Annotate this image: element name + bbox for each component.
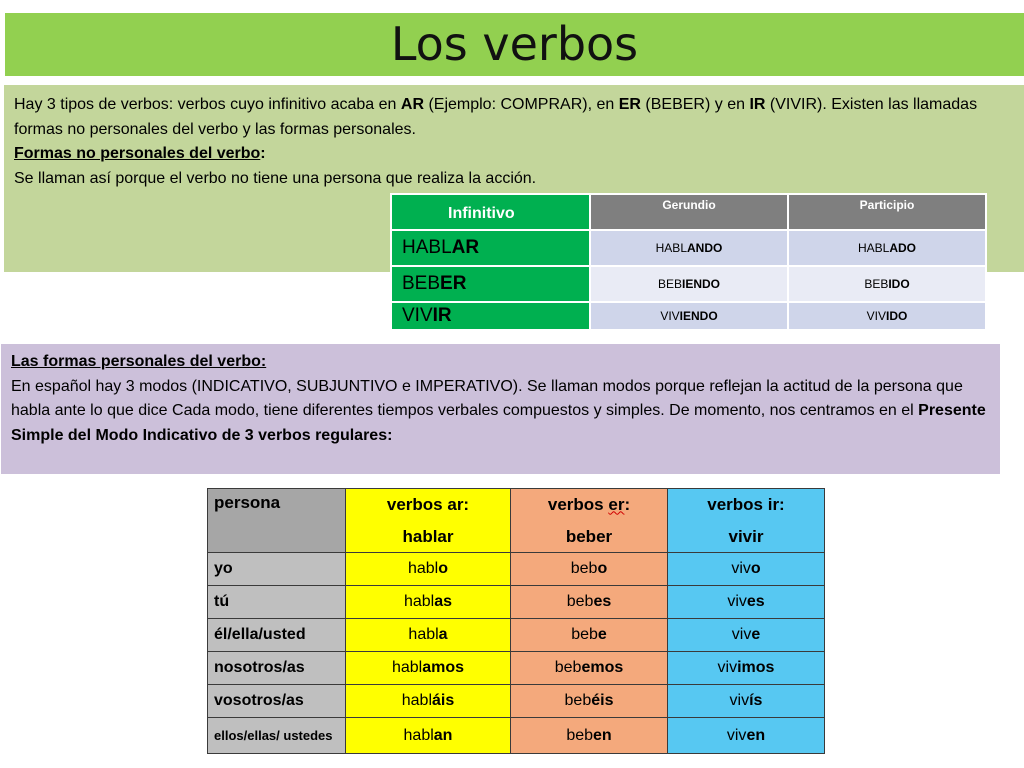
persona-cell: él/ella/usted (208, 619, 346, 652)
no-personal-forms-table (390, 193, 987, 331)
participio-cell: HABLADO (788, 230, 986, 266)
header-infinitivo: Infinitivo (391, 194, 590, 230)
er-form-cell: bebéis (511, 685, 668, 718)
ar-form-cell: hablas (346, 586, 511, 619)
table-row (208, 718, 825, 754)
table-row (391, 266, 986, 302)
header-participio: Participio (788, 194, 986, 230)
header-verbos-ir: verbos ir: vivir (668, 489, 825, 553)
participio-cell: VIVIDO (788, 302, 986, 330)
header-persona: persona (208, 489, 346, 553)
er-form-cell: bebemos (511, 652, 668, 685)
personal-heading: Las formas personales del verbo: (11, 353, 267, 370)
persona-cell: yo (208, 553, 346, 586)
intro-text-1: Hay 3 tipos de verbos: verbos cuyo infinitivo acaba en (14, 96, 401, 113)
table-header-row (208, 489, 825, 553)
gerundio-cell: BEBIENDO (590, 266, 788, 302)
infinitivo-cell: VIVIR (391, 302, 590, 330)
er-form-cell: bebes (511, 586, 668, 619)
personal-paragraph (11, 375, 990, 449)
infinitivo-cell: HABLAR (391, 230, 590, 266)
table-row (391, 230, 986, 266)
header-verbos-er: verbos er: beber (511, 489, 668, 553)
er-ending: ER (618, 96, 641, 113)
table-row (208, 685, 825, 718)
no-personal-description: Se llaman así porque el verbo no tiene una persona que realiza la acción. (14, 169, 537, 187)
page-title: Los verbos (390, 17, 639, 71)
ir-form-cell: vivís (668, 685, 825, 718)
personal-text: En español hay 3 modos (INDICATIVO, SUBJUNTIVO e IMPERATIVO). Se llaman modos porque reflejan la actitud de la persona que habla ante lo que dice Cada modo, tiene diferentes tiempos verbales compuestos y simples. De momento, nos centramos en el (11, 377, 963, 419)
header-gerundio: Gerundio (590, 194, 788, 230)
ar-form-cell: hablo (346, 553, 511, 586)
ar-form-cell: hablan (346, 718, 511, 754)
participio-cell: BEBIDO (788, 266, 986, 302)
er-form-cell: bebo (511, 553, 668, 586)
table-header-row (391, 194, 986, 230)
intro-text-2: (Ejemplo: COMPRAR), en (424, 96, 619, 113)
table-row (208, 619, 825, 652)
persona-cell: tú (208, 586, 346, 619)
ir-form-cell: vive (668, 619, 825, 652)
er-form-cell: bebe (511, 619, 668, 652)
personal-bold-text: Presente Simple del Modo Indicativo de 3 verbos regulares: (11, 402, 986, 444)
persona-cell: ellos/ellas/ ustedes (208, 718, 346, 754)
ir-ending: IR (749, 96, 766, 113)
ar-form-cell: habla (346, 619, 511, 652)
no-personal-heading-colon: : (260, 145, 266, 162)
infinitivo-cell: BEBER (391, 266, 590, 302)
intro-text-4: (VIVIR). Existen las llamadas formas no personales del verbo y las formas personales. (14, 96, 978, 138)
personal-forms-box (1, 344, 1000, 474)
conjugation-table (207, 488, 825, 754)
ir-form-cell: vivimos (668, 652, 825, 685)
intro-text-3: (BEBER) y en (640, 96, 750, 113)
intro-paragraph (14, 93, 1015, 142)
ir-form-cell: vivo (668, 553, 825, 586)
no-personal-heading-text: Formas no personales del verbo (14, 145, 261, 162)
persona-cell: nosotros/as (208, 652, 346, 685)
title-bar (5, 13, 1024, 76)
ar-form-cell: hablamos (346, 652, 511, 685)
persona-cell: vosotros/as (208, 685, 346, 718)
no-personal-heading (14, 142, 1015, 167)
ir-form-cell: vives (668, 586, 825, 619)
table-row (208, 553, 825, 586)
table-row (391, 302, 986, 330)
ar-ending: AR (400, 96, 424, 113)
er-form-cell: beben (511, 718, 668, 754)
gerundio-cell: HABLANDO (590, 230, 788, 266)
ir-form-cell: viven (668, 718, 825, 754)
table-row (208, 652, 825, 685)
header-verbos-ar: verbos ar: hablar (346, 489, 511, 553)
ar-form-cell: habláis (346, 685, 511, 718)
gerundio-cell: VIVIENDO (590, 302, 788, 330)
table-row (208, 586, 825, 619)
